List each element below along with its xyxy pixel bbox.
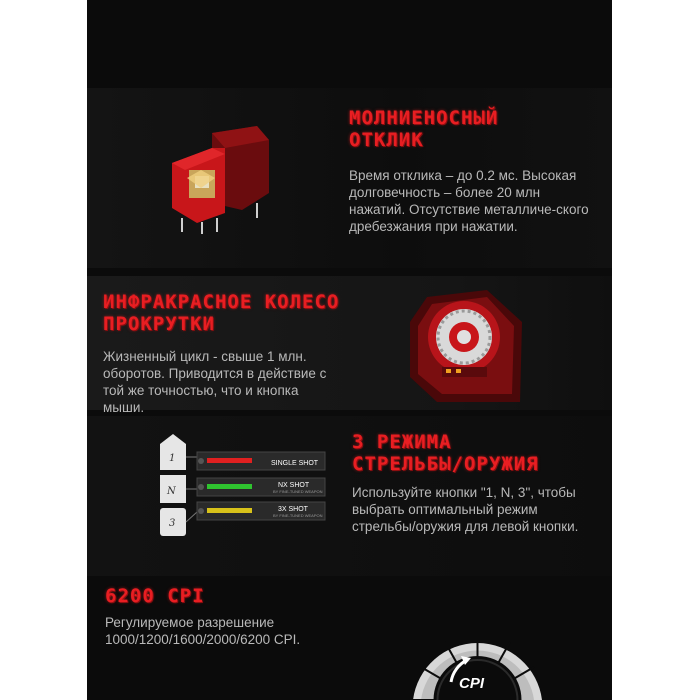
section-title-response [349, 108, 529, 152]
product-feature-page [87, 0, 612, 700]
mode-single-shot-label: SINGLE SHOT [271, 460, 319, 467]
title-line: ОТКЛИК [349, 128, 424, 151]
title-line: 3 РЕЖИМА [352, 431, 452, 453]
scroll-wheel-icon [402, 282, 532, 407]
section-title-cpi: 6200 CPI [105, 585, 205, 607]
section-description-cpi: Регулируемое разрешение 1000/1200/1600/2000/6200 CPI. [105, 615, 301, 647]
title-line: СТРЕЛЬБЫ/ОРУЖИЯ [352, 452, 539, 475]
section-title-fire-modes [352, 432, 572, 476]
microswitch-icon [157, 118, 297, 238]
section-title-scroll [103, 292, 363, 336]
cpi-dial-icon [405, 572, 550, 700]
fire-mode-buttons-icon [155, 432, 335, 542]
title-line: ПРОКРУТКИ [103, 312, 215, 335]
key-3-label: 3 [169, 518, 176, 529]
mode-nx-shot-label: NX SHOT [278, 482, 310, 489]
key-1-label: 1 [169, 453, 176, 464]
cpi-dial-label: CPI [459, 675, 485, 692]
section-description-scroll: Жизненный цикл - свыше 1 млн. оборотов. Приводится в действие с той же точностью, что и кнопка мыши. [103, 349, 327, 415]
title-line: ИНФРАКРАСНОЕ КОЛЕСО [103, 291, 340, 313]
title-line: МОЛНИЕНОСНЫЙ [349, 107, 499, 129]
key-1-button [160, 434, 186, 470]
mode-3x-shot-sub: BY FINE-TUNED WEAPON [273, 513, 323, 518]
mode-nx-shot-sub: BY FINE-TUNED WEAPON [273, 489, 323, 494]
key-n-label: N [167, 486, 176, 497]
section-description-response: Время отклика – до 0.2 мс. Высокая долговечность – более 20 млн нажатий. Отсутствие металличе-ского дребезжания при нажатии. [349, 168, 589, 234]
mode-3x-shot-label: 3X SHOT [278, 506, 308, 513]
section-description-fire-modes: Используйте кнопки "1, N, 3", чтобы выбрать оптимальный режим стрельбы/оружия для левой кнопки. [352, 485, 579, 534]
